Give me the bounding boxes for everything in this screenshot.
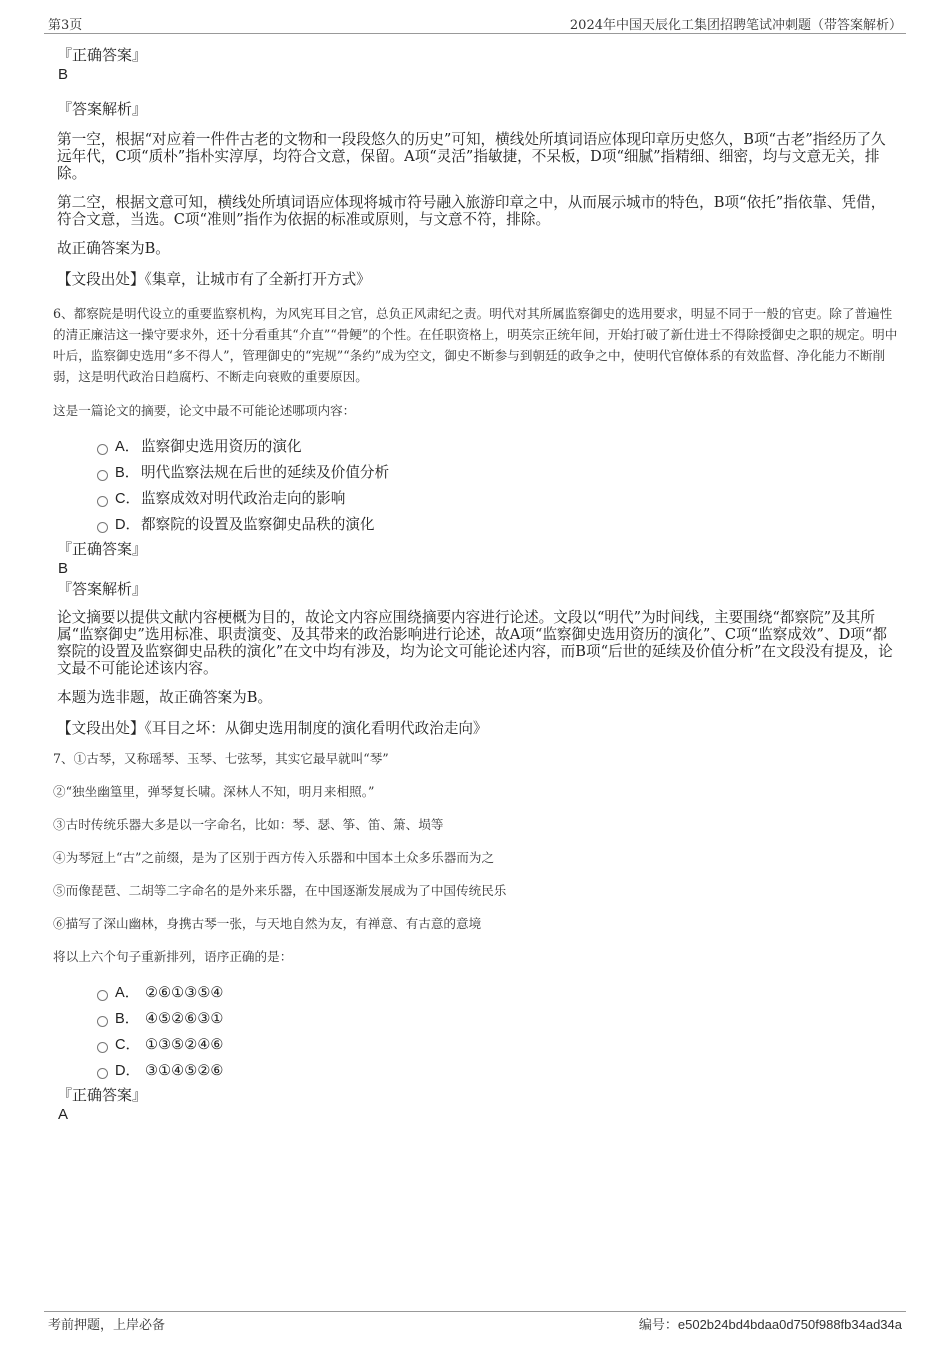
option-text: ②⑥①③⑤④ (145, 984, 224, 1001)
option-text: 监察成效对明代政治走向的影响 (141, 490, 346, 507)
option-text: 监察御史选用资历的演化 (141, 438, 302, 455)
option-list (97, 434, 899, 538)
radio-button-icon[interactable] (97, 1042, 108, 1053)
sentence-line: ④为琴冠上“古”之前缀，是为了区别于西方传入乐器和中国本土众多乐器而为之 (53, 850, 495, 865)
sentence-line: ⑤而像琵琶、二胡等二字命名的是外来乐器，在中国逐渐发展成为了中国传统民乐 (53, 883, 507, 898)
code-value: e502b24bd4bdaa0d750f988fb34ad34a (677, 1317, 902, 1332)
option-b[interactable] (97, 1006, 899, 1032)
option-b[interactable] (97, 460, 899, 486)
option-text: 明代监察法规在后世的延续及价值分析 (141, 464, 390, 481)
document-code (639, 1314, 902, 1333)
analysis-label: 『答案解析』 (57, 100, 148, 118)
header-divider (44, 33, 906, 34)
answer-value: B (58, 560, 69, 577)
question-prompt: 这是一篇论文的摘要，论文中最不可能论述哪项内容： (53, 403, 356, 418)
answer-label: 『正确答案』 (57, 1086, 148, 1104)
question-7 (53, 750, 899, 1124)
option-list (97, 980, 899, 1084)
option-letter: C． (115, 1037, 141, 1053)
analysis-paragraph: 第一空，根据“对应着一件件古老的文物和一段段悠久的历史”可知，横线处所填词语应体现印章历史悠久，B项“古老”指经历了久远年代，C项“质朴”指朴实淳厚，均符合文意，保留。A项“灵活”指敏捷，不呆板，D项“细腻”指精细、细密，均与文意无关，排除。 (57, 131, 886, 182)
analysis-conclusion: 故正确答案为B。 (57, 240, 170, 257)
option-d[interactable] (97, 512, 899, 538)
option-text: 都察院的设置及监察御史品秩的演化 (141, 516, 375, 533)
radio-button-icon[interactable] (97, 990, 108, 1001)
page-header (0, 0, 950, 36)
document-title: 2024年中国天辰化工集团招聘笔试冲刺题（带答案解析） (569, 18, 902, 33)
option-text: ④⑤②⑥③① (145, 1010, 224, 1027)
option-letter: A． (115, 439, 140, 455)
sentence-line: ③古时传统乐器大多是以一字命名，比如：琴、瑟、筝、笛、箫、埙等 (53, 817, 444, 832)
answer-label: 『正确答案』 (57, 46, 148, 64)
radio-button-icon[interactable] (97, 1068, 108, 1079)
footer-slogan: 考前押题，上岸必备 (48, 1318, 166, 1333)
option-letter: B． (115, 465, 140, 481)
radio-button-icon[interactable] (97, 470, 108, 481)
analysis-paragraph: 论文摘要以提供文献内容梗概为目的，故论文内容应围绕摘要内容进行论述。文段以“明代”为时间线，主要围绕“都察院”及其所属“监察御史”选用标准、职责演变、及其带来的政治影响进行论述，故A项“监察御史选用资历的演化”、C项“监察成效”、D项“都察院的设置及监察御史品秩的演化”在文中均有涉及，均为论文可能论述内容，而B项“后世的延续及价值分析”在文段没有提及，论文最不可能论述该内容。 (57, 609, 893, 677)
option-letter: B． (115, 1011, 140, 1027)
footer-divider (44, 1311, 906, 1312)
question-prompt: 将以上六个句子重新排列，语序正确的是： (53, 949, 293, 964)
option-c[interactable] (97, 1032, 899, 1058)
radio-button-icon[interactable] (97, 496, 108, 507)
option-a[interactable] (97, 434, 899, 460)
answer-value: A (58, 1106, 69, 1123)
analysis-paragraph: 第二空，根据文意可知，横线处所填词语应体现将城市符号融入旅游印章之中，从而展示城市的特色，B项“依托”指依靠、凭借，符合文意，当选。C项“准则”指作为依据的标准或原则，与文意不符，排除。 (57, 194, 886, 228)
option-text: ①③⑤②④⑥ (145, 1036, 224, 1053)
source-citation: 【文段出处】《耳目之坏：从御史选用制度的演化看明代政治走向》 (57, 720, 488, 737)
question-6 (53, 303, 899, 738)
option-letter: A． (115, 985, 140, 1001)
document-body (53, 46, 899, 1124)
q5-answer-block (57, 46, 899, 289)
sentence-line: ⑥描写了深山幽林，身携古琴一张，与天地自然为友，有禅意、有古意的意境 (53, 916, 482, 931)
option-letter: D． (115, 517, 141, 533)
question-passage: 6、都察院是明代设立的重要监察机构，为风宪耳目之官，总负正风肃纪之责。明代对其所属监察御史的选用要求，明显不同于一般的官吏。除了普遍性的清正廉洁这一操守要求外，还十分看重其“介直”“骨鲠”的个性。在任职资格上，明英宗正统年间，开始打破了新仕进士不得除授御史之职的规定。明中叶后，监察御史选用“多不得人”，管理御史的“宪规”“条约”成为空文，御史不断参与到朝廷的政争之中，使明代官僚体系的有效监督、净化能力不断削弱，这是明代政治日趋腐朽、不断走向衰败的重要原因。 (53, 306, 898, 384)
option-letter: C． (115, 491, 141, 507)
sentence-line: ②“独坐幽篁里，弹琴复长啸。深林人不知，明月来相照。” (53, 784, 375, 799)
sentence-line: 7、①古琴，又称瑶琴、玉琴、七弦琴，其实它最早就叫“琴” (53, 751, 389, 766)
analysis-label: 『答案解析』 (57, 580, 148, 598)
option-letter: D． (115, 1063, 141, 1079)
option-text: ③①④⑤②⑥ (145, 1062, 224, 1079)
answer-label: 『正确答案』 (57, 540, 148, 558)
radio-button-icon[interactable] (97, 1016, 108, 1027)
source-citation: 【文段出处】《集章，让城市有了全新打开方式》 (57, 271, 371, 288)
analysis-conclusion: 本题为选非题，故正确答案为B。 (57, 689, 273, 706)
option-a[interactable] (97, 980, 899, 1006)
radio-button-icon[interactable] (97, 444, 108, 455)
page-number: 第3页 (48, 18, 83, 33)
radio-button-icon[interactable] (97, 522, 108, 533)
code-label: 编号： (638, 1318, 678, 1333)
answer-value: B (58, 66, 69, 83)
option-d[interactable] (97, 1058, 899, 1084)
option-c[interactable] (97, 486, 899, 512)
